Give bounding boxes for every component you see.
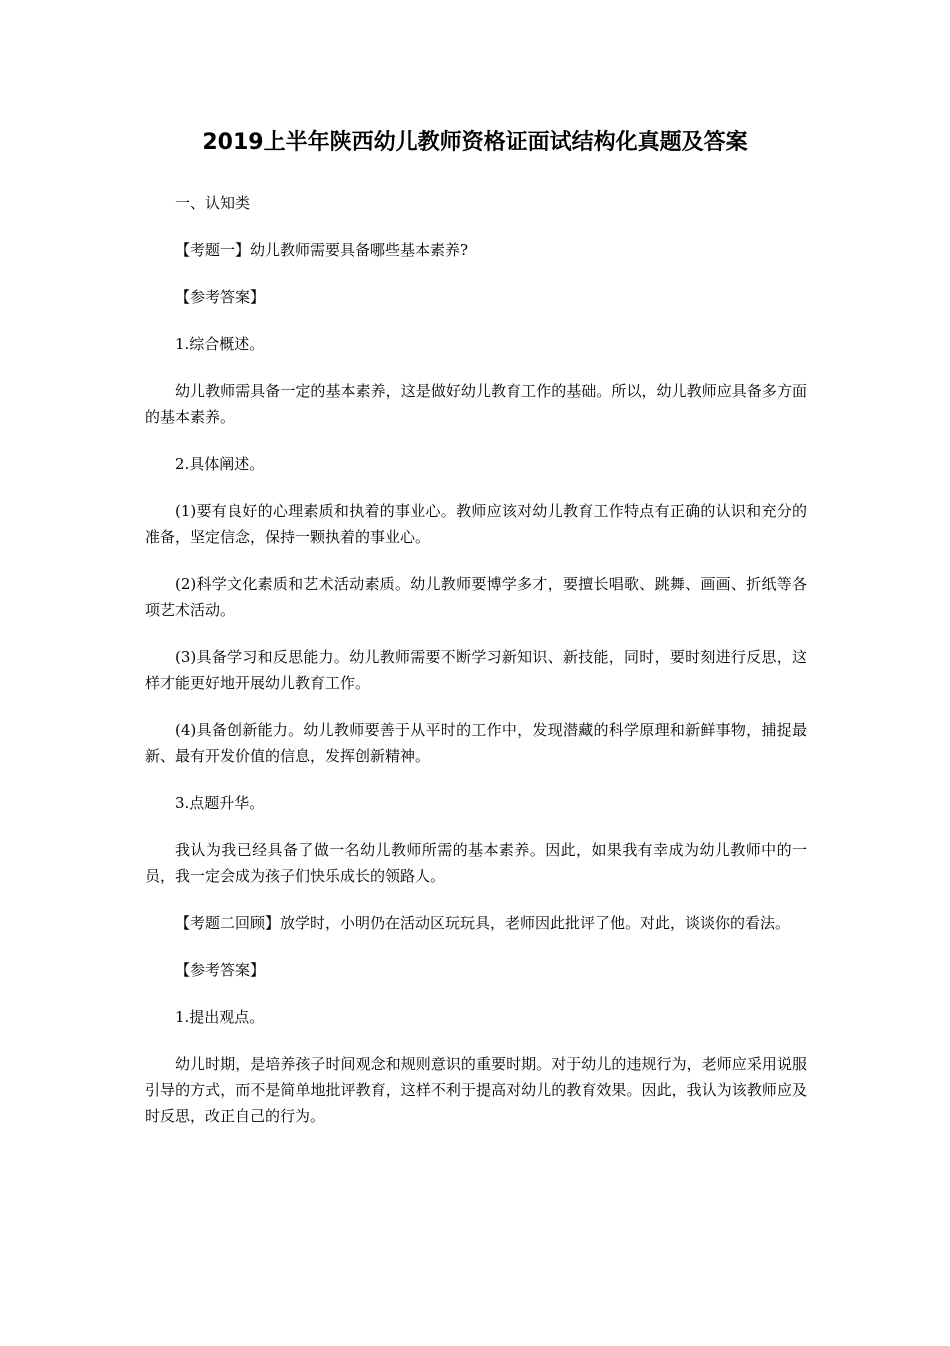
question-two: 【考题二回顾】放学时，小明仍在活动区玩玩具，老师因此批评了他。对此，谈谈你的看法。 bbox=[175, 914, 791, 932]
document-body bbox=[145, 190, 807, 1150]
question-one: 【考题一】幼儿教师需要具备哪些基本素养? bbox=[175, 241, 469, 259]
section-heading-cognition: 一、认知类 bbox=[175, 194, 251, 212]
answer-paragraph: 幼儿教师需具备一定的基本素养，这是做好幼儿教育工作的基础。所以，幼儿教师应具备多方面的基本素养。 bbox=[145, 382, 807, 426]
answer-point-2-heading: 2.具体阐述。 bbox=[175, 455, 265, 473]
answer-paragraph: (1)要有良好的心理素质和执着的事业心。教师应该对幼儿教育工作特点有正确的认识和充分的准备，坚定信念，保持一颗执着的事业心。 bbox=[145, 502, 807, 546]
answer-point-1-heading: 1.提出观点。 bbox=[175, 1008, 265, 1026]
answer-paragraph: 我认为我已经具备了做一名幼儿教师所需的基本素养。因此，如果我有幸成为幼儿教师中的一员，我一定会成为孩子们快乐成长的领路人。 bbox=[145, 841, 807, 885]
reference-answer-heading: 【参考答案】 bbox=[175, 961, 266, 979]
answer-point-3-heading: 3.点题升华。 bbox=[175, 794, 265, 812]
reference-answer-heading: 【参考答案】 bbox=[175, 288, 266, 306]
answer-paragraph: (4)具备创新能力。幼儿教师要善于从平时的工作中，发现潜藏的科学原理和新鲜事物，捕捉最新、最有开发价值的信息，发挥创新精神。 bbox=[145, 721, 807, 765]
document-title: 2019上半年陕西幼儿教师资格证面试结构化真题及答案 bbox=[202, 130, 748, 155]
answer-paragraph: 幼儿时期，是培养孩子时间观念和规则意识的重要时期。对于幼儿的违规行为，老师应采用说服引导的方式，而不是简单地批评教育，这样不利于提高对幼儿的教育效果。因此，我认为该教师应及时反思，改正自己的行为。 bbox=[145, 1055, 807, 1125]
answer-paragraph: (2)科学文化素质和艺术活动素质。幼儿教师要博学多才，要擅长唱歌、跳舞、画画、折纸等各项艺术活动。 bbox=[145, 575, 807, 619]
answer-paragraph: (3)具备学习和反思能力。幼儿教师需要不断学习新知识、新技能，同时，要时刻进行反思，这样才能更好地开展幼儿教育工作。 bbox=[145, 648, 807, 692]
answer-point-1-heading: 1.综合概述。 bbox=[175, 335, 265, 353]
